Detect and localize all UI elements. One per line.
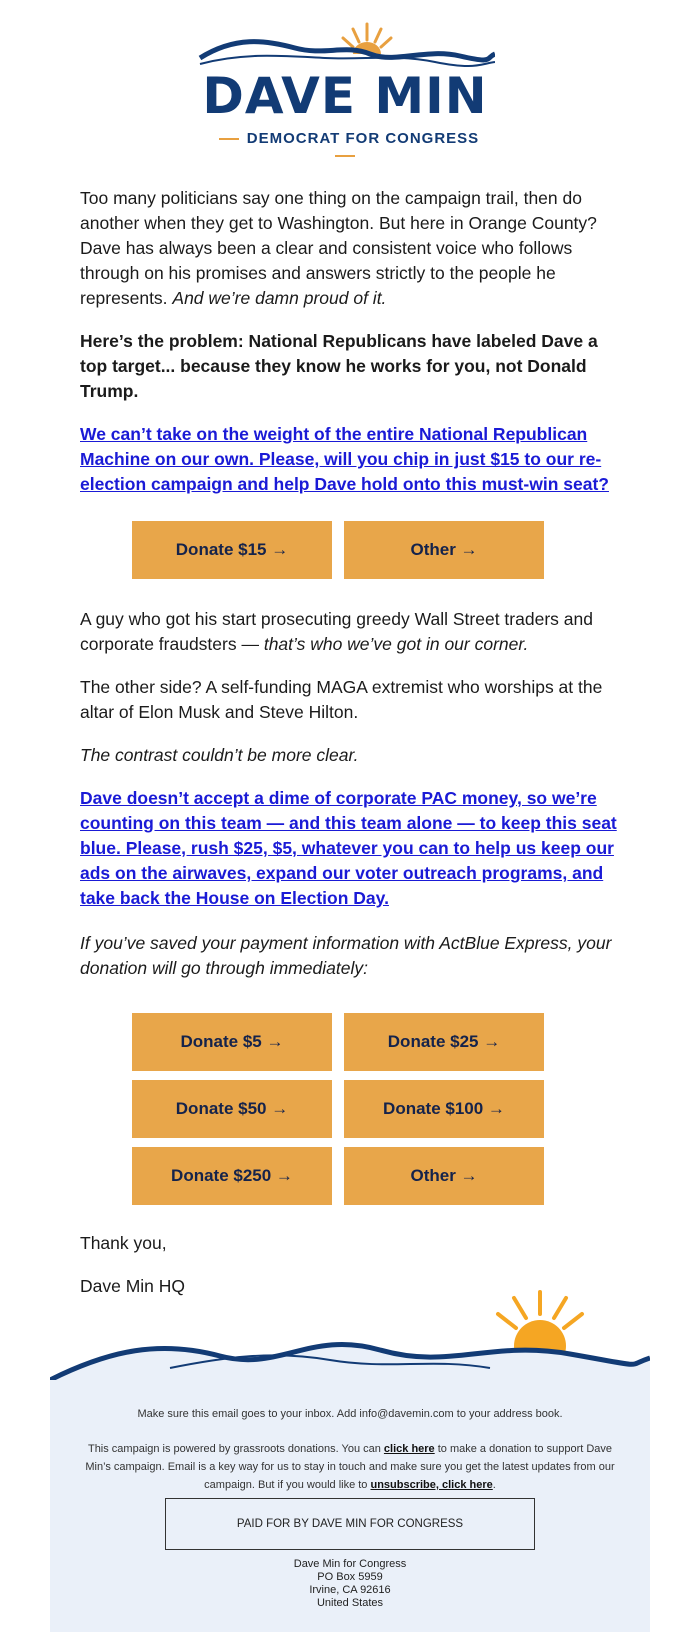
email-body (80, 186, 620, 1299)
unsubscribe-link[interactable]: unsubscribe, click here (370, 1479, 493, 1491)
grassroots-text-1: This campaign is powered by grassroots donations. You can (87, 1443, 384, 1455)
grassroots-text-2: to make a donation to support Dave Min’s campaign. Email is a key way for us to stay in touch and make sure you get the latest updates from our campaign. But if you would like to (85, 1443, 615, 1491)
donate-100-button[interactable]: Donate $100 → (344, 1080, 544, 1138)
background-text: A guy who got his start prosecuting greedy Wall Street traders and corporate fraudsters — (80, 609, 593, 654)
intro-text: Too many politicians say one thing on the campaign trail, then do another when they get to Washington. But here in Orange County? Dave has always been a clear and consistent voice who follows through on his promises and answers strictly to the people he represents. (80, 188, 597, 308)
paid-for-disclaimer (165, 1498, 535, 1550)
background-italic: that’s who we’ve got in our corner. (263, 634, 529, 654)
grassroots-text-3: . (492, 1479, 496, 1491)
paragraph-intro (80, 186, 620, 311)
donate-5-button[interactable]: Donate $5 → (132, 1013, 332, 1071)
paragraph-contrast: The contrast couldn’t be more clear. (80, 745, 359, 765)
email-footer (50, 1380, 650, 1632)
paragraph-ask-1 (80, 422, 620, 497)
address-line: PO Box 5959 (317, 1571, 383, 1583)
donate-50-button[interactable]: Donate $50 → (132, 1080, 332, 1138)
paragraph-opponent: The other side? A self-funding MAGA extremist who worships at the altar of Elon Musk and Steve Hilton. (80, 677, 603, 722)
donate-25-button[interactable]: Donate $25 → (344, 1013, 544, 1071)
donate-250-button[interactable]: Donate $250 → (132, 1147, 332, 1205)
mailing-address (50, 1558, 650, 1610)
donate-buttons-row-1 (132, 521, 620, 579)
thanks-text: Thank you, (80, 1233, 167, 1253)
grassroots-note (80, 1440, 620, 1494)
paragraph-problem: Here’s the problem: National Republicans have labeled Dave a top target... because they know he works for you, not Donald Trump. (80, 331, 598, 401)
donate-other-button[interactable]: Other → (344, 521, 544, 579)
donate-other-button-2[interactable]: Other → (344, 1147, 544, 1205)
donate-ask-link-1[interactable]: We can’t take on the weight of the entire National Republican Machine on our own. Please, will you chip in just $15 to our re-election campaign and help Dave hold onto this must-win seat? (80, 424, 609, 494)
address-line: United States (316, 1597, 384, 1609)
donate-15-button[interactable]: Donate $15 → (132, 521, 332, 579)
candidate-name: DAVE MIN (202, 67, 488, 125)
donate-click-here-link[interactable]: click here (383, 1443, 435, 1455)
paragraph-background (80, 607, 620, 657)
address-line: Irvine, CA 92616 (309, 1584, 391, 1596)
candidate-tagline: DEMOCRAT FOR CONGRESS (195, 130, 495, 164)
donate-buttons-row-2 (132, 1013, 620, 1071)
donate-buttons-row-4 (132, 1147, 620, 1205)
paragraph-ask-2 (80, 786, 620, 911)
campaign-logo (195, 18, 495, 147)
donate-ask-link-2[interactable]: Dave doesn’t accept a dime of corporate PAC money, so we’re counting on this team — and this team alone — to keep this seat blue. Please, rush $25, $5, whatever you can to help us keep our ads on the airwaves, expand our voter outreach programs, and take back the House on Election Day. (80, 788, 617, 908)
intro-italic: And we’re damn proud of it. (172, 288, 387, 308)
signoff-text: Dave Min HQ (80, 1276, 186, 1296)
address-line: Dave Min for Congress (293, 1558, 407, 1570)
donate-buttons-row-3 (132, 1080, 620, 1138)
inbox-note: Make sure this email goes to your inbox. Add info@davemin.com to your address book. (137, 1408, 563, 1420)
paid-for-text: PAID FOR BY DAVE MIN FOR CONGRESS (236, 1518, 464, 1530)
actblue-express-note: If you’ve saved your payment information with ActBlue Express, your donation will go through immediately: (80, 933, 612, 978)
